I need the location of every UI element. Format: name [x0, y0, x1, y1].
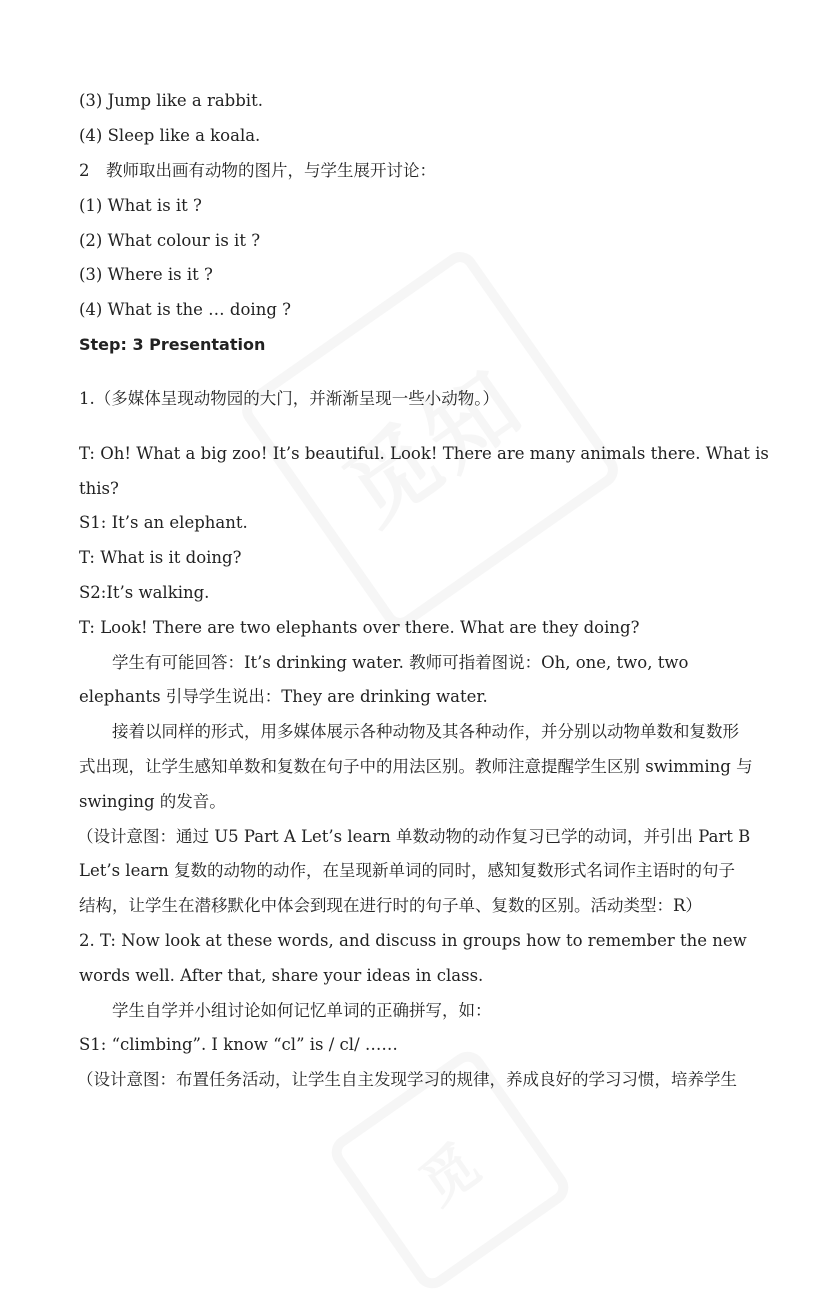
text-line: S1: It’s an elephant. [79, 513, 248, 532]
text-line: (4) What is the … doing ? [79, 300, 291, 319]
text-line: (4) Sleep like a koala. [79, 126, 261, 145]
text-line: 学生自学并小组讨论如何记忆单词的正确拼写，如： [112, 1001, 492, 1020]
text-line: 式出现，让学生感知单数和复数在句子中的用法区别。教师注意提醒学生区别 swimming 与 [79, 757, 753, 776]
text-line: (3) Jump like a rabbit. [79, 91, 263, 110]
text-line: 1.（多媒体呈现动物园的大门，并渐渐呈现一些小动物。） [79, 389, 499, 408]
text-line: （设计意图：通过 U5 Part A Let’s learn 单数动物的动作复习已学的动词，并引出 Part B [77, 827, 751, 846]
text-line: （设计意图：布置任务活动，让学生自主发现学习的规律，养成良好的学习习惯，培养学生 [77, 1070, 737, 1089]
text-line: S2:It’s walking. [79, 583, 210, 602]
text-line: 2. T: Now look at these words, and discuss in groups how to remember the new [79, 931, 747, 950]
section-heading: Step: 3 Presentation [79, 335, 266, 354]
text-line: (3) Where is it ? [79, 265, 213, 284]
text-line: 接着以同样的形式，用多媒体展示各种动物及其各种动作，并分别以动物单数和复数形 [112, 722, 739, 741]
text-line: S1: “climbing”. I know “cl” is / cl/ …… [79, 1035, 398, 1054]
watermark-logo [235, 245, 625, 635]
text-line: 结构，让学生在潜移默化中体会到现在进行时的句子单、复数的区别。活动类型：R） [79, 896, 702, 915]
text-line: T: What is it doing? [79, 548, 242, 567]
text-line: T: Oh! What a big zoo! It’s beautiful. Look! There are many animals there. What is [79, 444, 769, 463]
text-line: this? [79, 479, 119, 498]
text-line: 2 教师取出画有动物的图片，与学生展开讨论： [79, 161, 436, 180]
text-line: swinging 的发音。 [79, 792, 226, 811]
text-line: Let’s learn 复数的动物的动作，在呈现新单词的同时，感知复数形式名词作主语时的句子 [79, 861, 735, 880]
text-line: words well. After that, share your ideas in class. [79, 966, 484, 985]
text-line: (1) What is it ? [79, 196, 202, 215]
text-line: elephants 引导学生说出：They are drinking water. [79, 687, 488, 706]
text-line: 学生有可能回答：It’s drinking water. 教师可指着图说：Oh, one, two, two [112, 653, 689, 672]
text-line: T: Look! There are two elephants over there. What are they doing? [79, 618, 640, 637]
text-line: (2) What colour is it ? [79, 231, 261, 250]
